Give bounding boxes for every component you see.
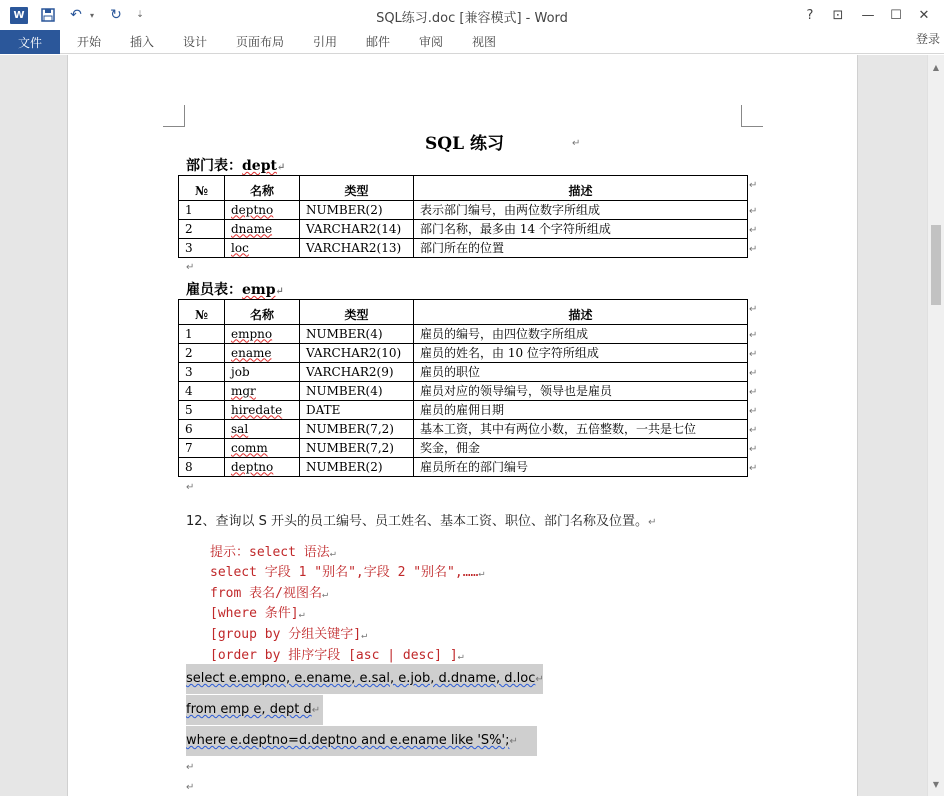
hint-line: select 字段 1 "别名",字段 2 "别名",……↵ — [210, 565, 485, 580]
cell-type: DATE — [300, 401, 414, 420]
cell-desc: 雇员的雇佣日期 — [414, 401, 748, 420]
tab-design[interactable]: 设计 — [183, 35, 208, 49]
cell-type: NUMBER(2) — [300, 458, 414, 477]
cell-name: dname — [225, 220, 300, 239]
table-row — [179, 420, 748, 439]
cell-type: VARCHAR2(13) — [300, 239, 414, 258]
cell-name: loc — [225, 239, 300, 258]
dept-table-label: 部门表：dept↵ — [186, 158, 286, 174]
cell-no: 3 — [179, 239, 225, 258]
col-header-type: 类型 — [300, 176, 414, 201]
cell-no: 1 — [179, 201, 225, 220]
tab-page-layout[interactable]: 页面布局 — [236, 35, 285, 49]
table-row — [179, 458, 748, 477]
cell-no: 6 — [179, 420, 225, 439]
sql-line: where e.deptno=d.deptno and e.ename like 'S%';↵ — [186, 726, 537, 756]
hint-line: 提示：select 语法↵ — [210, 545, 336, 560]
cell-no: 4 — [179, 382, 225, 401]
cell-name: job — [225, 363, 300, 382]
cell-desc: 雇员的编号，由四位数字所组成 — [414, 325, 748, 344]
help-button[interactable]: ? — [806, 7, 814, 23]
undo-icon[interactable]: ↶ — [70, 7, 82, 23]
tab-home[interactable]: 开始 — [77, 35, 102, 49]
cell-type: VARCHAR2(10) — [300, 344, 414, 363]
cell-type: VARCHAR2(9) — [300, 363, 414, 382]
table-row — [179, 439, 748, 458]
cell-name: comm — [225, 439, 300, 458]
scroll-down-icon[interactable]: ▼ — [932, 779, 940, 789]
col-header-type: 类型 — [300, 300, 414, 325]
row-end-mark: ↵ — [749, 244, 758, 255]
row-end-mark: ↵ — [749, 206, 758, 217]
hint-line: [where 条件]↵ — [210, 606, 305, 621]
table-row — [179, 325, 748, 344]
scroll-thumb[interactable] — [931, 225, 941, 305]
redo-icon[interactable]: ↻ — [110, 7, 122, 23]
cell-no: 7 — [179, 439, 225, 458]
table-row — [179, 239, 748, 258]
emp-table-label: 雇员表：emp↵ — [186, 282, 284, 298]
table-header-row — [179, 176, 748, 201]
sign-in-link[interactable]: 登录 — [915, 32, 940, 46]
hint-line: [group by 分组关键字]↵ — [210, 627, 368, 642]
row-end-mark: ↵ — [749, 444, 758, 455]
cell-no: 2 — [179, 344, 225, 363]
paragraph-mark: ↵ — [186, 782, 195, 793]
row-end-mark: ↵ — [749, 180, 758, 191]
col-header-desc: 描述 — [414, 300, 748, 325]
dept-table — [178, 175, 748, 258]
save-icon[interactable] — [38, 6, 58, 24]
close-button[interactable]: ✕ — [918, 7, 930, 23]
cell-name: ename — [225, 344, 300, 363]
cell-desc: 部门名称，最多由 14 个字符所组成 — [414, 220, 748, 239]
row-end-mark: ↵ — [749, 225, 758, 236]
table-row — [179, 401, 748, 420]
vertical-scrollbar[interactable] — [927, 55, 944, 796]
sql-line: from emp e, dept d↵ — [186, 695, 323, 725]
cell-type: NUMBER(2) — [300, 201, 414, 220]
paragraph-mark: ↵ — [186, 482, 195, 493]
cell-desc: 表示部门编号，由两位数字所组成 — [414, 201, 748, 220]
customize-quick-access-icon[interactable]: ⇣ — [136, 10, 144, 20]
cell-name: sal — [225, 420, 300, 439]
cell-name: deptno — [225, 201, 300, 220]
undo-dropdown-icon[interactable]: ▾ — [89, 10, 94, 20]
cell-desc: 雇员的职位 — [414, 363, 748, 382]
row-end-mark: ↵ — [749, 406, 758, 417]
crop-mark-left — [163, 105, 185, 127]
hint-line: [order by 排序字段 [asc | desc] ]↵ — [210, 648, 464, 663]
row-end-mark: ↵ — [749, 330, 758, 341]
table-row — [179, 220, 748, 239]
ribbon-display-options-button[interactable]: ⊡ — [832, 7, 844, 23]
paragraph-mark: ↵ — [186, 262, 195, 273]
question-text: 12、查询以 S 开头的员工编号、员工姓名、基本工资、职位、部门名称及位置。↵ — [186, 514, 657, 529]
title-bar — [0, 0, 944, 30]
cell-name: hiredate — [225, 401, 300, 420]
cell-desc: 雇员的姓名，由 10 位字符所组成 — [414, 344, 748, 363]
ribbon-tabs — [0, 30, 944, 54]
row-end-mark: ↵ — [749, 425, 758, 436]
paragraph-mark: ↵ — [572, 138, 581, 149]
cell-type: NUMBER(4) — [300, 382, 414, 401]
tab-file[interactable]: 文件 — [0, 30, 60, 54]
tab-insert[interactable]: 插入 — [130, 35, 155, 49]
table-row — [179, 344, 748, 363]
cell-type: VARCHAR2(14) — [300, 220, 414, 239]
sql-line: select e.empno, e.ename, e.sal, e.job, d.dname, d.loc↵ — [186, 664, 543, 694]
cell-no: 1 — [179, 325, 225, 344]
col-header-name: 名称 — [225, 176, 300, 201]
cell-name: mgr — [225, 382, 300, 401]
emp-table — [178, 299, 748, 477]
cell-desc: 奖金，佣金 — [414, 439, 748, 458]
cell-name: empno — [225, 325, 300, 344]
document-heading: SQL 练习 — [425, 134, 504, 154]
cell-desc: 雇员对应的领导编号，领导也是雇员 — [414, 382, 748, 401]
cell-desc: 基本工资，其中有两位小数，五倍整数，一共是七位 — [414, 420, 748, 439]
cell-name: deptno — [225, 458, 300, 477]
tab-view[interactable]: 视图 — [472, 35, 497, 49]
cell-no: 3 — [179, 363, 225, 382]
cell-type: NUMBER(4) — [300, 325, 414, 344]
cell-no: 5 — [179, 401, 225, 420]
tab-references[interactable]: 引用 — [313, 35, 338, 49]
col-header-desc: 描述 — [414, 176, 748, 201]
cell-desc: 部门所在的位置 — [414, 239, 748, 258]
word-app-icon[interactable]: W — [10, 7, 28, 24]
hint-line: from 表名/视图名↵ — [210, 586, 328, 601]
row-end-mark: ↵ — [749, 304, 758, 315]
paragraph-mark: ↵ — [186, 762, 195, 773]
maximize-button[interactable]: ☐ — [890, 7, 902, 23]
table-row — [179, 382, 748, 401]
table-row — [179, 201, 748, 220]
tab-review[interactable]: 审阅 — [419, 35, 444, 49]
col-header-no: № — [179, 176, 225, 201]
row-end-mark: ↵ — [749, 368, 758, 379]
tab-mailings[interactable]: 邮件 — [366, 35, 391, 49]
table-row — [179, 363, 748, 382]
cell-type: NUMBER(7,2) — [300, 420, 414, 439]
row-end-mark: ↵ — [749, 387, 758, 398]
table-header-row — [179, 300, 748, 325]
cell-no: 8 — [179, 458, 225, 477]
crop-mark-right — [741, 105, 763, 127]
window-title: SQL练习.doc [兼容模式] - Word — [376, 11, 568, 26]
scroll-up-icon[interactable]: ▲ — [932, 62, 940, 72]
cell-desc: 雇员所在的部门编号 — [414, 458, 748, 477]
col-header-name: 名称 — [225, 300, 300, 325]
minimize-button[interactable]: — — [861, 7, 875, 23]
cell-type: NUMBER(7,2) — [300, 439, 414, 458]
row-end-mark: ↵ — [749, 349, 758, 360]
cell-no: 2 — [179, 220, 225, 239]
row-end-mark: ↵ — [749, 463, 758, 474]
col-header-no: № — [179, 300, 225, 325]
